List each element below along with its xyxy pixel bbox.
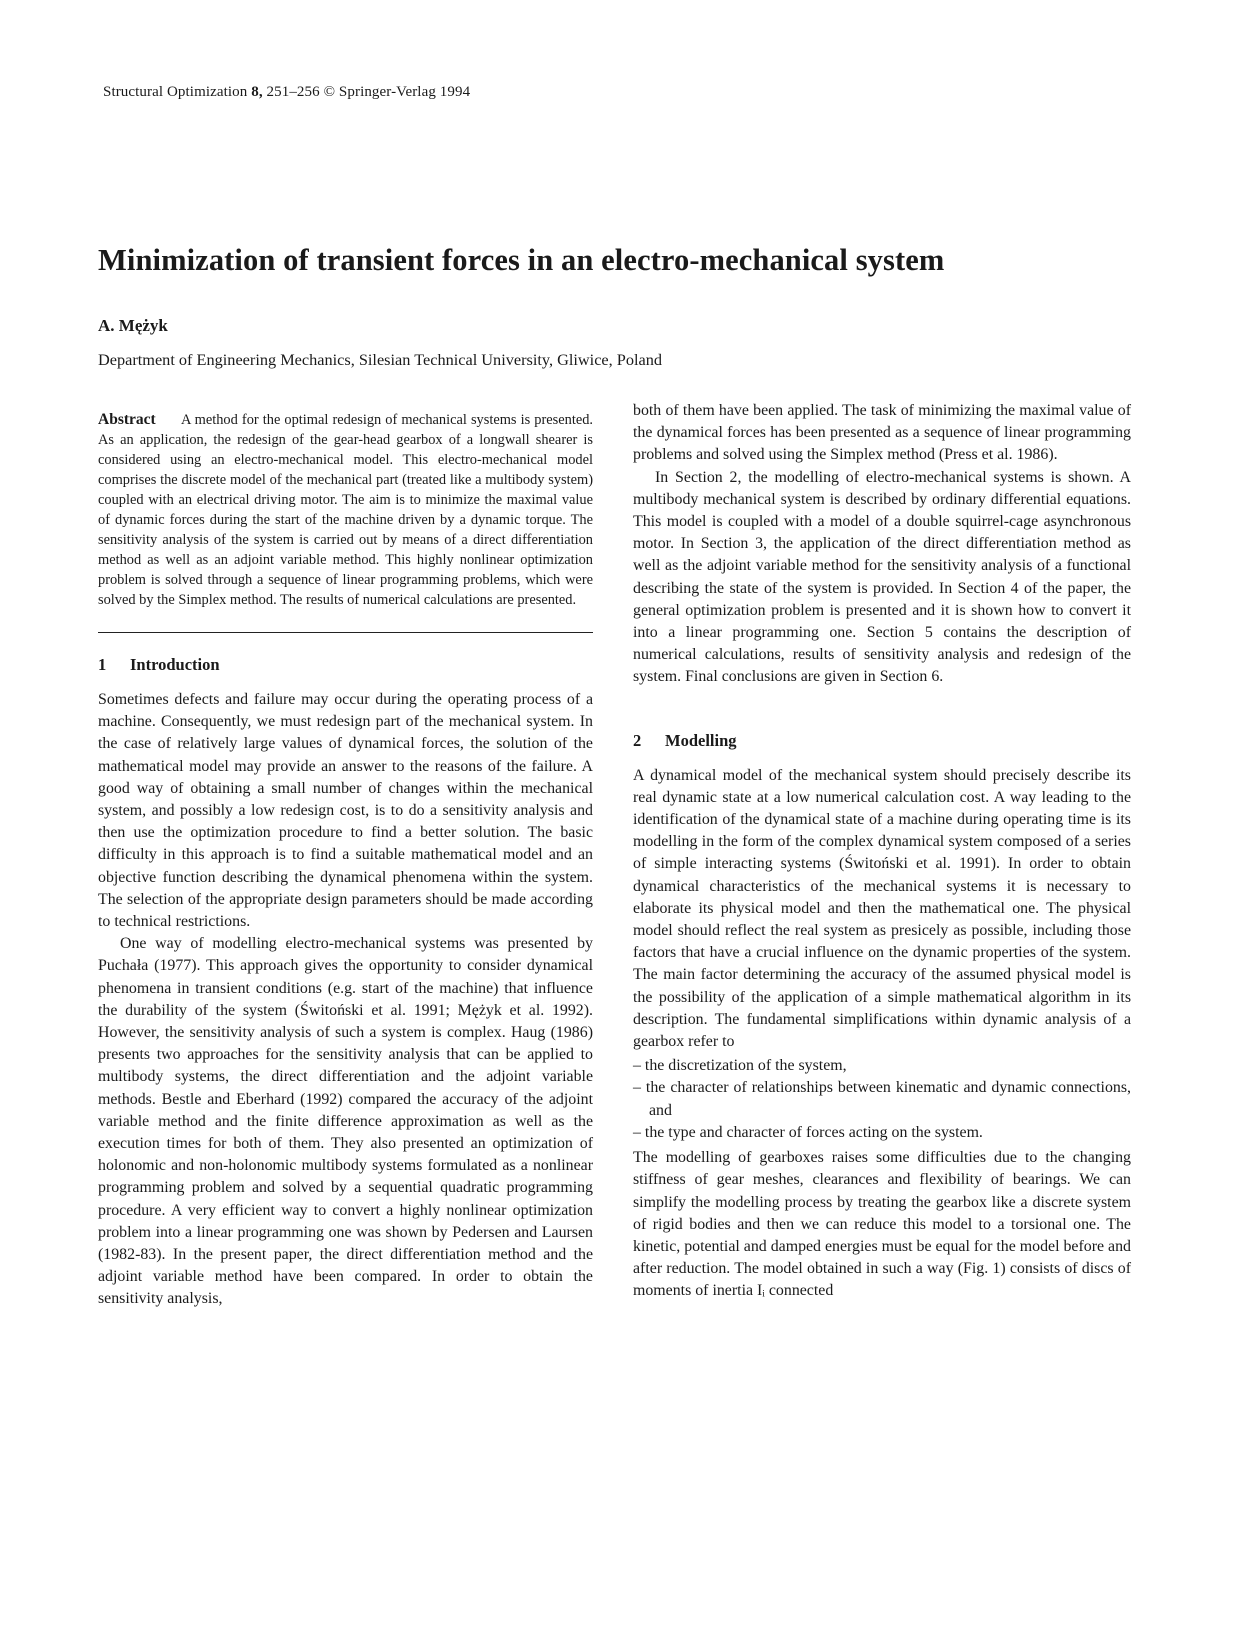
abstract — [98, 410, 593, 610]
list-item: – the type and character of forces acting on the system. — [633, 1123, 983, 1141]
abstract-label: Abstract — [98, 411, 156, 428]
abstract-text: A method for the optimal redesign of mechanical systems is presented. As an application, the redesign of the gear-head gearbox of a longwall shearer is considered using an electro-mechanical model. This electro-mechanical model comprises the discrete model of the mechanical part (treated like a multibody system) coupled with an electrical driving motor. The aim is to minimize the maximal value of dynamic forces during the start of the machine driven by a dynamic torque. The sensitivity analysis of the system is carried out by means of a direct differentiation method as well as an adjoint variable method. This highly nonlinear optimization problem is solved through a sequence of linear programming problems, which were solved by the Simplex method. The results of numerical calculations are presented. — [98, 412, 594, 608]
journal-volume: 8, — [251, 84, 263, 100]
author-affiliation: Department of Engineering Mechanics, Silesian Technical University, Gliwice, Poland — [98, 350, 663, 369]
left-column — [98, 410, 593, 1311]
list-item: – the discretization of the system, — [633, 1057, 847, 1075]
abstract-divider — [98, 632, 593, 633]
list-item: – the character of relationships between kinematic and dynamic connections, and — [633, 1079, 1131, 1119]
section-number: 1 — [98, 655, 107, 674]
intro-paragraph-1: Sometimes defects and failure may occur during the operating process of a machine. Consequently, we must redesign part of the mechanical system. In the case of relatively large values of dynamical forces, the solution of the mathematical model may provide an answer to the reasons of the failure. A good way of obtaining a small number of changes within the mechanical system, and possibly a low redesign cost, is to do a sensitivity analysis and then use the optimization procedure to find a better solution. The basic difficulty in this approach is to find a suitable mathematical model and an objective function describing the dynamical phenomena within the system. The selection of the appropriate design parameters should be made according to technical restrictions. — [98, 691, 593, 931]
paper-title: Minimization of transient forces in an electro-mechanical system — [98, 243, 945, 277]
section-title: Introduction — [130, 655, 220, 674]
right-column — [633, 402, 1131, 1303]
journal-pages-publisher: 251–256 © Springer-Verlag 1994 — [266, 84, 471, 100]
section-heading-modelling — [633, 731, 1131, 751]
intro-paragraph-4: In Section 2, the modelling of electro-mechanical systems is shown. A multibody mechanical system is described by ordinary differential equations. This model is coupled with a model of a double squirrel-cage asynchronous motor. In Section 3, the application of the direct differentiation method as well as the adjoint variable method for the sensitivity analysis of a functional describing the state of the system is provided. In Section 4 of the paper, the general optimization problem is presented and it is shown how to convert it into a linear programming one. Section 5 contains the description of numerical calculations, results of sensitivity analysis and redesign of the system. Final conclusions are given in Section 6. — [633, 468, 1131, 686]
section-heading-introduction — [98, 655, 593, 675]
intro-paragraph-3: both of them have been applied. The task of minimizing the maximal value of the dynamical forces has been presented as a sequence of linear programming problems and solved using the Simplex method (Press et al. 1986). — [633, 402, 1131, 464]
journal-name: Structural Optimization — [103, 84, 248, 100]
author-name: A. Mężyk — [98, 316, 168, 335]
modelling-paragraph-1: A dynamical model of the mechanical system should precisely describe its real dynamic state at a low numerical calculation cost. A way leading to the identification of the dynamical state of a machine during operating time is its modelling in the form of the complex dynamical system composed of a series of simple interacting systems (Świtoński et al. 1991). In order to obtain dynamical characteristics of the mechanical systems it is necessary to elaborate its physical model and then the mathematical one. The physical model should reflect the real system as presicely as possible, including those factors that have a crucial influence on the dynamic properties of the system. The main factor determining the accuracy of the assumed physical model is the possibility of the application of a simple mathematical algorithm in its description. The fundamental simplifications within dynamic analysis of a gearbox refer to — [633, 766, 1131, 1051]
intro-paragraph-2: One way of modelling electro-mechanical systems was presented by Puchała (1977). This approach gives the opportunity to consider dynamical phenomena in transient conditions (e.g. start of the machine) that influence the durability of the system (Świtoński et al. 1991; Mężyk et al. 1992). However, the sensitivity analysis of such a system is complex. Haug (1986) presents two approaches for the sensitivity analysis that can be applied to multibody systems, the direct differentiation and the adjoint variable methods. Bestle and Eberhard (1992) compared the accuracy of the adjoint variable method and the finite difference approximation as well as the execution times for both of them. They also presented an optimization of holonomic and non-holonomic multibody systems formulated as a nonlinear programming problem and solved by a sequential quadratic programming procedure. A very efficient way to convert a highly nonlinear optimization problem into a linear programming one was shown by Pedersen and Laursen (1982-83). In the present paper, the direct differentiation method and the adjoint variable method have been compared. In order to obtain the sensitivity analysis, — [98, 935, 593, 1308]
section-title: Modelling — [665, 730, 737, 750]
section-number: 2 — [633, 730, 642, 750]
journal-header — [103, 84, 470, 101]
modelling-paragraph-2: The modelling of gearboxes raises some difficulties due to the changing stiffness of gear meshes, clearances and flexibility of bearings. We can simplify the modelling process by treating the gearbox like a discrete system of rigid bodies and then we can reduce this model to a torsional one. The kinetic, potential and damped energies must be equal for the model before and after reduction. The model obtained in such a way (Fig. 1) consists of discs of moments of inertia Iᵢ connected — [633, 1149, 1131, 1300]
simplifications-list — [633, 1055, 1131, 1144]
